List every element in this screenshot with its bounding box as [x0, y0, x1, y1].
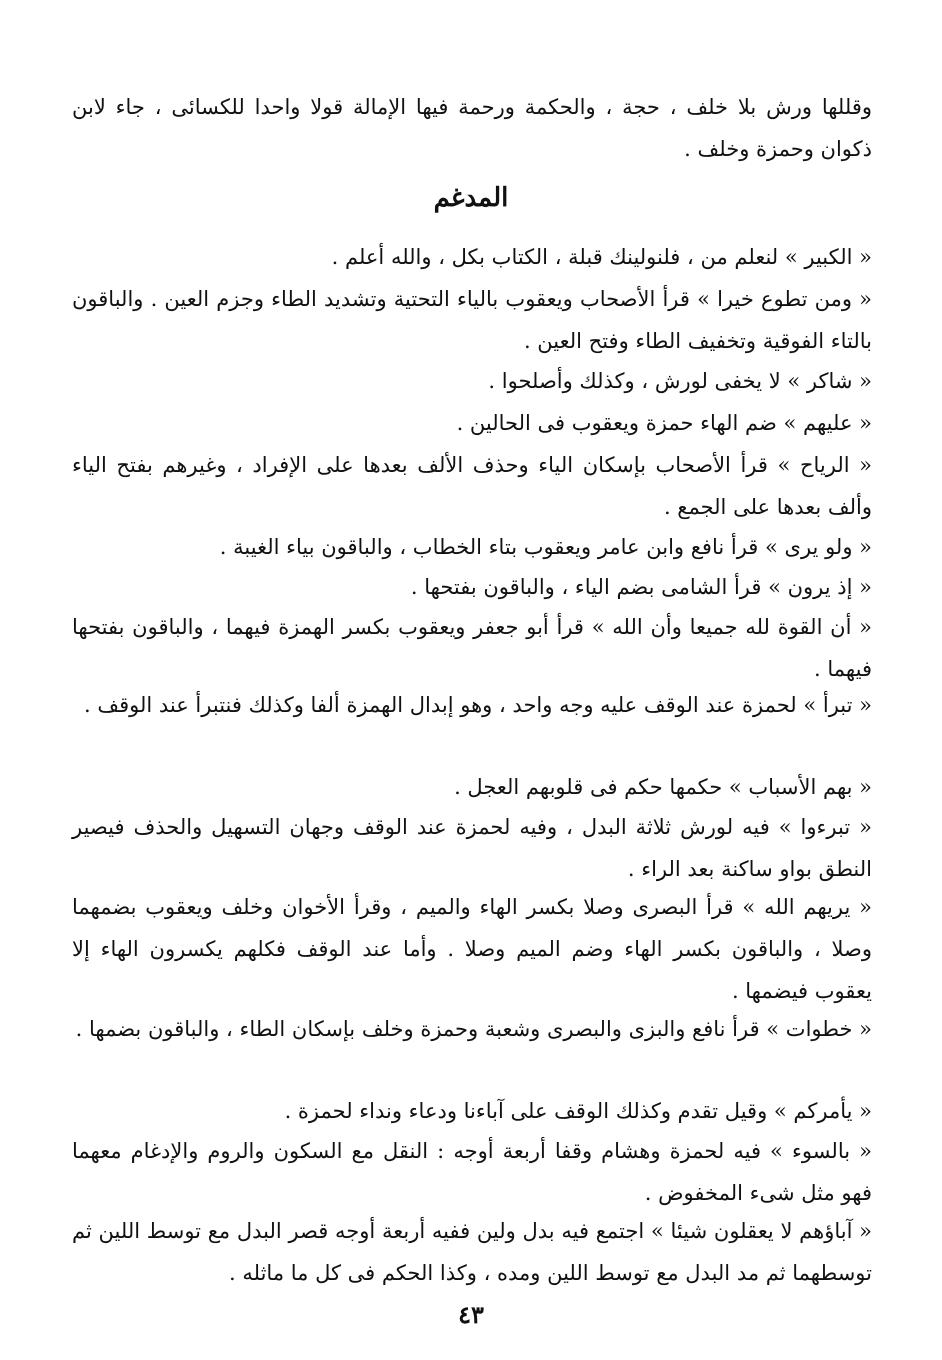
paragraph-11: « تبرءوا » فيه لورش ثلاثة البدل ، وفيه لحمزة عند الوقف وجهان التسهيل والحذف فيصير النطق بواو ساكنة بعد الراء .	[72, 815, 872, 881]
paragraph-13: « خطوات » قرأ نافع والبزى والبصرى وشعبة وحمزة وخلف بإسكان الطاء ، والباقون بضمها .	[75, 1017, 872, 1041]
paragraph-10: « بهم الأسباب » حكمها حكم فى قلوبهم العجل .	[454, 775, 872, 799]
paragraph-12: « يريهم الله » قرأ البصرى وصلا بكسر الهاء والميم ، وقرأ الأخوان وخلف ويعقوب بضمهما وصلا ، والباقون بكسر الهاء وضم الميم وصلا . وأما عند الوقف فكلهم يكسرون الهاء إلا يعقوب فيضمها .	[72, 895, 872, 1003]
paragraph-8: « أن القوة لله جميعا وأن الله » قرأ أبو جعفر ويعقوب بكسر الهمزة فيهما ، والباقون بفتحها فيهما .	[72, 615, 872, 681]
intro-paragraph: وقللها ورش بلا خلف ، حجة ، والحكمة ورحمة فيها الإمالة قولا واحدا للكسائى ، جاء لابن ذكوان وحمزة وخلف .	[72, 95, 872, 161]
paragraph-14: « يأمركم » وقيل تقدم وكذلك الوقف على آباءنا ودعاء ونداء لحمزة .	[284, 1099, 872, 1123]
section-heading: المدغم	[433, 183, 509, 213]
paragraph-6: « ولو يرى » قرأ نافع وابن عامر ويعقوب بتاء الخطاب ، والباقون بياء الغيبة .	[219, 535, 872, 559]
paragraph-5: « الرياح » قرأ الأصحاب بإسكان الياء وحذف الألف بعدها على الإفراد ، وغيرهم بفتح الياء وألف بعدها على الجمع .	[72, 453, 872, 519]
paragraph-15: « بالسوء » فيه لحمزة وهشام وقفا أربعة أوجه : النقل مع السكون والروم والإدغام معهما فهو مثل شىء المخفوض .	[72, 1139, 872, 1205]
page-number: ٤٣	[458, 1300, 484, 1329]
paragraph-1: « الكبير » لنعلم من ، فلنولينك قبلة ، الكتاب بكل ، والله أعلم .	[331, 245, 872, 269]
paragraph-3: « شاكر » لا يخفى لورش ، وكذلك وأصلحوا .	[488, 369, 872, 393]
paragraph-9: « تبرأ » لحمزة عند الوقف عليه وجه واحد ، وهو إبدال الهمزة ألفا وكذلك فنتبرأ عند الوقف .	[83, 693, 872, 717]
paragraph-4: « عليهم » ضم الهاء حمزة ويعقوب فى الحالين .	[456, 411, 872, 435]
paragraph-16: « آباؤهم لا يعقلون شيئا » اجتمع فيه بدل ولين ففيه أربعة أوجه قصر البدل مع توسط اللين ثم توسطهما ثم مد البدل مع توسط اللين ومده ، وكذا الحكم فى كل ما ماثله .	[72, 1219, 872, 1285]
paragraph-2: « ومن تطوع خيرا » قرأ الأصحاب ويعقوب بالياء التحتية وتشديد الطاء وجزم العين . والباقون بالتاء الفوقية وتخفيف الطاء وفتح العين .	[72, 287, 872, 353]
paragraph-7: « إذ يرون » قرأ الشامى بضم الياء ، والباقون بفتحها .	[410, 575, 872, 599]
